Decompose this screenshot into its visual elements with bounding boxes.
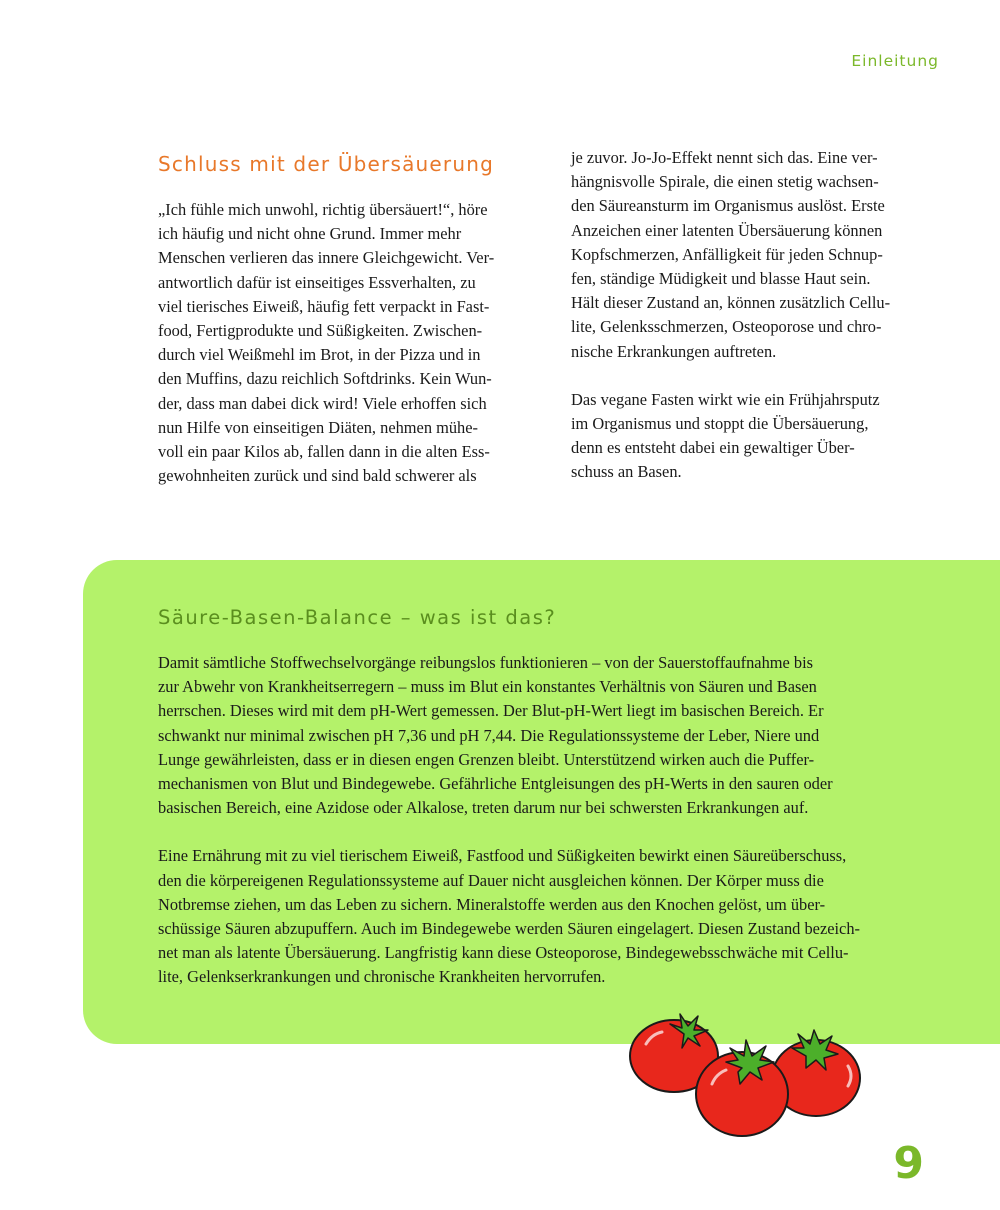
- section-title: Schluss mit der Übersäuerung: [158, 152, 495, 176]
- text-line: den die körpereigenen Regulationssysteme auf Dauer nicht ausgleichen können. Der Körper muss die: [158, 870, 824, 890]
- text-line: Das vegane Fasten wirkt wie ein Frühjahrsputz: [571, 389, 880, 409]
- text-line: denn es entsteht dabei ein gewaltiger Über-: [571, 438, 855, 458]
- text-line: net man als latente Übersäuerung. Langfristig kann diese Osteoporose, Bindegewebsschwäche mit Cellu-: [158, 943, 849, 963]
- text-line: ich häufig und nicht ohne Grund. Immer mehr: [158, 224, 462, 244]
- text-line: Hält dieser Zustand an, können zusätzlich Cellu-: [571, 293, 891, 313]
- text-line: durch viel Weißmehl im Brot, in der Pizza und in: [158, 345, 481, 365]
- text-line: Anzeichen einer latenten Übersäuerung können: [571, 220, 883, 240]
- left-column-text: [158, 198, 538, 488]
- right-column: [571, 146, 941, 485]
- text-line: Damit sämtliche Stoffwechselvorgänge reibungslos funktionieren – von der Sauerstoffaufnahme bis: [158, 653, 814, 672]
- text-line: herrschen. Dieses wird mit dem pH-Wert gemessen. Der Blut-pH-Wert liegt im basischen Bereich. Er: [158, 701, 824, 721]
- info-box-paragraph-1: [158, 651, 958, 820]
- text-line: Kopfschmerzen, Anfälligkeit für jeden Schnup-: [571, 244, 883, 264]
- text-line: der, dass man dabei dick wird! Viele erhoffen sich: [158, 393, 487, 413]
- text-line: antwortlich dafür ist einseitiges Essverhalten, zu: [158, 272, 476, 292]
- text-line: viel tierisches Eiweiß, häufig fett verpackt in Fast-: [158, 296, 490, 316]
- text-line: fen, ständige Müdigkeit und blasse Haut sein.: [571, 269, 871, 289]
- text-line: nische Erkrankungen auftreten.: [571, 341, 777, 361]
- left-column: [158, 150, 538, 488]
- paragraph-gap: [158, 820, 958, 844]
- text-line: lite, Gelenkserkrankungen und chronische Krankheiten hervorrufen.: [158, 967, 606, 987]
- text-line: Notbremse ziehen, um das Leben zu sichern. Mineralstoffe werden aus den Knochen gelöst, um über-: [158, 894, 826, 914]
- paragraph-gap: [571, 364, 941, 388]
- text-line: zur Abwehr von Krankheitserregern – muss im Blut ein konstantes Verhältnis von Säuren und Basen: [158, 677, 817, 697]
- text-line: Menschen verlieren das innere Gleichgewicht. Ver-: [158, 248, 495, 268]
- text-line: „Ich fühle mich unwohl, richtig übersäuert!“, höre: [158, 200, 488, 219]
- info-box-text: [158, 651, 958, 990]
- page-number: 9: [893, 1138, 924, 1189]
- text-line: gewohnheiten zurück und sind bald schwerer als: [158, 466, 477, 486]
- text-line: Lunge gewährleisten, dass er in diesen engen Grenzen bleibt. Unterstützend wirken auch die Puffer-: [158, 749, 815, 769]
- tomatoes-icon: [626, 1004, 866, 1144]
- info-box-title: Säure-Basen-Balance – was ist das?: [158, 606, 557, 629]
- text-line: nun Hilfe von einseitigen Diäten, nehmen mühe-: [158, 417, 478, 437]
- info-box-paragraph-2: [158, 844, 958, 989]
- text-line: den Säureansturm im Organismus auslöst. Erste: [571, 196, 885, 216]
- text-line: den Muffins, dazu reichlich Softdrinks. Kein Wun-: [158, 369, 492, 389]
- right-paragraph-1: [571, 146, 941, 364]
- text-line: voll ein paar Kilos ab, fallen dann in die alten Ess-: [158, 442, 490, 462]
- text-line: schüssige Säuren abzupuffern. Auch im Bindegewebe werden Säuren eingelagert. Diesen Zustand bezeich-: [158, 919, 860, 939]
- text-line: schwankt nur minimal zwischen pH 7,36 und pH 7,44. Die Regulationssysteme der Leber, Niere und: [158, 725, 820, 745]
- right-paragraph-2: [571, 388, 941, 485]
- text-line: Eine Ernährung mit zu viel tierischem Eiweiß, Fastfood und Süßigkeiten bewirkt einen Säureüberschuss,: [158, 846, 847, 866]
- text-line: im Organismus und stoppt die Übersäuerung,: [571, 414, 869, 434]
- running-head: Einleitung: [851, 52, 939, 70]
- text-line: basischen Bereich, eine Azidose oder Alkalose, treten darum nur bei schwersten Erkrankungen auf.: [158, 798, 809, 818]
- text-line: hängnisvolle Spirale, die einen stetig wachsen-: [571, 172, 879, 192]
- text-line: lite, Gelenksschmerzen, Osteoporose und chro-: [571, 317, 882, 337]
- text-line: food, Fertigprodukte und Süßigkeiten. Zwischen-: [158, 321, 483, 341]
- text-line: je zuvor. Jo-Jo-Effekt nennt sich das. Eine ver-: [571, 148, 878, 167]
- text-line: mechanismen von Blut und Bindegewebe. Gefährliche Entgleisungen des pH-Werts in den sauren oder: [158, 774, 833, 794]
- text-line: schuss an Basen.: [571, 462, 682, 482]
